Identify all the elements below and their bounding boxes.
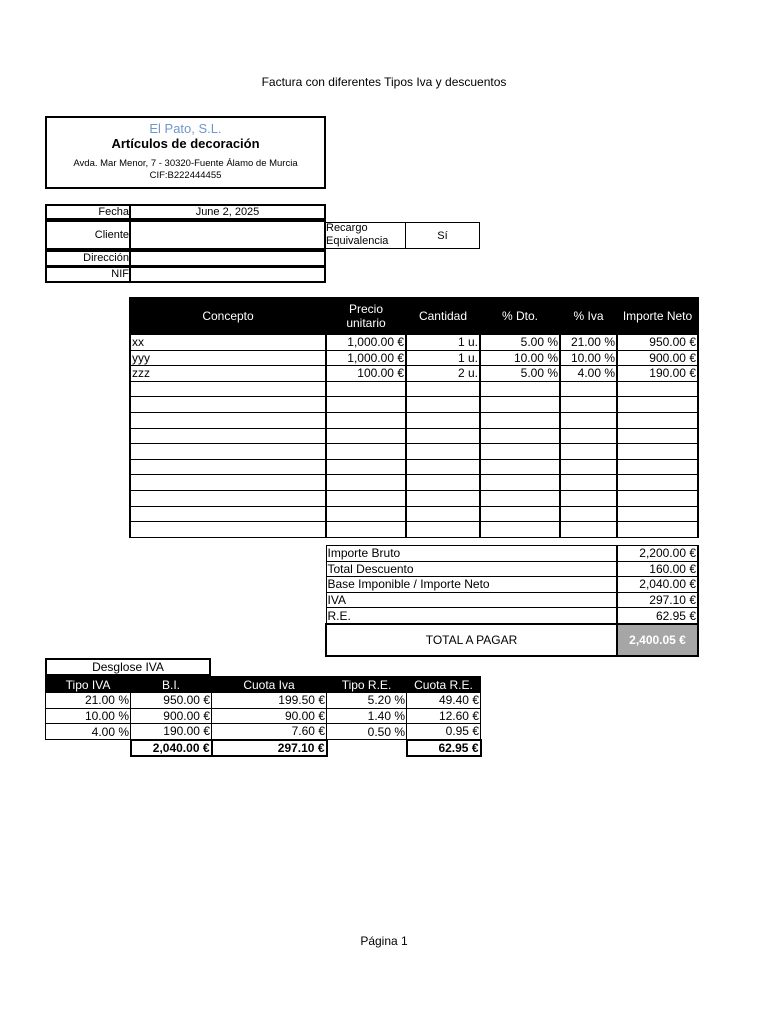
direccion-divider bbox=[129, 250, 131, 267]
item-iva[interactable]: 21.00 % bbox=[560, 334, 617, 350]
vat-cuota-iva: 90.00 € bbox=[212, 708, 327, 724]
header-cantidad: Cantidad bbox=[406, 298, 480, 334]
empty-cell[interactable] bbox=[406, 428, 480, 444]
vat-bi: 190.00 € bbox=[131, 724, 212, 740]
empty-cell bbox=[617, 522, 698, 538]
empty-cell[interactable] bbox=[326, 381, 406, 397]
empty-row bbox=[130, 506, 698, 522]
totals-row-base bbox=[326, 577, 698, 593]
empty-row bbox=[130, 428, 698, 444]
empty-cell[interactable] bbox=[406, 475, 480, 491]
empty-cell[interactable] bbox=[560, 475, 617, 491]
company-name: El Pato, S.L. bbox=[149, 121, 222, 136]
totals-row-bruto bbox=[326, 546, 698, 562]
empty-cell[interactable] bbox=[560, 381, 617, 397]
empty-cell[interactable] bbox=[406, 397, 480, 413]
empty-cell[interactable] bbox=[480, 444, 560, 460]
item-dto[interactable]: 10.00 % bbox=[480, 350, 560, 366]
page-number: Página 1 bbox=[360, 934, 408, 948]
empty-row bbox=[130, 475, 698, 491]
empty-row bbox=[130, 459, 698, 475]
empty-cell bbox=[617, 506, 698, 522]
iva-value: 297.10 € bbox=[617, 592, 698, 608]
vat-total-cuota-re: 62.95 € bbox=[407, 740, 481, 757]
empty-cell[interactable] bbox=[130, 397, 326, 413]
header-precio-line2: unitario bbox=[346, 316, 386, 330]
empty-cell[interactable] bbox=[560, 428, 617, 444]
empty-cell[interactable] bbox=[406, 459, 480, 475]
empty-cell bbox=[617, 397, 698, 413]
vat-cuota-iva: 199.50 € bbox=[212, 693, 327, 709]
header-precio bbox=[326, 298, 406, 334]
iva-label: IVA bbox=[326, 592, 617, 608]
empty-cell[interactable] bbox=[130, 444, 326, 460]
item-iva[interactable]: 4.00 % bbox=[560, 366, 617, 382]
cliente-label: Cliente bbox=[94, 229, 129, 241]
vat-cuota-re: 0.95 € bbox=[407, 724, 481, 740]
item-cantidad[interactable]: 1 u. bbox=[406, 350, 480, 366]
empty-cell[interactable] bbox=[480, 490, 560, 506]
empty-cell[interactable] bbox=[326, 428, 406, 444]
vat-cuota-re: 12.60 € bbox=[407, 708, 481, 724]
empty-row bbox=[130, 412, 698, 428]
item-precio[interactable]: 1,000.00 € bbox=[326, 350, 406, 366]
empty-cell bbox=[617, 459, 698, 475]
total-label: TOTAL A PAGAR bbox=[326, 624, 617, 656]
vat-bi: 900.00 € bbox=[131, 708, 212, 724]
empty-cell[interactable] bbox=[406, 522, 480, 538]
item-iva[interactable]: 10.00 % bbox=[560, 350, 617, 366]
vat-bi: 950.00 € bbox=[131, 693, 212, 709]
empty-cell[interactable] bbox=[480, 381, 560, 397]
total-value: 2,400.05 € bbox=[617, 624, 698, 656]
empty-cell[interactable] bbox=[560, 506, 617, 522]
empty-cell[interactable] bbox=[130, 475, 326, 491]
descuento-value: 160.00 € bbox=[617, 561, 698, 577]
vat-tipo-re: 1.40 % bbox=[327, 708, 407, 724]
nif-divider bbox=[129, 266, 131, 283]
vat-totals-row bbox=[46, 740, 481, 757]
descuento-label: Total Descuento bbox=[326, 561, 617, 577]
empty-row bbox=[130, 381, 698, 397]
vat-cuota-re: 49.40 € bbox=[407, 693, 481, 709]
items-table bbox=[129, 297, 699, 538]
empty-cell bbox=[617, 428, 698, 444]
table-row bbox=[130, 366, 698, 382]
empty-cell bbox=[617, 381, 698, 397]
empty-row bbox=[130, 522, 698, 538]
empty-cell[interactable] bbox=[480, 397, 560, 413]
empty-cell[interactable] bbox=[326, 475, 406, 491]
fecha-label: Fecha bbox=[98, 206, 129, 218]
totals-row-descuento bbox=[326, 561, 698, 577]
re-value: 62.95 € bbox=[617, 608, 698, 624]
empty-cell[interactable] bbox=[326, 522, 406, 538]
vat-tipo-iva: 10.00 % bbox=[46, 708, 131, 724]
empty-row bbox=[130, 490, 698, 506]
nif-label: NIF bbox=[111, 268, 129, 280]
header-cuota-iva: Cuota Iva bbox=[212, 677, 327, 693]
empty-cell[interactable] bbox=[130, 490, 326, 506]
company-address: Avda. Mar Menor, 7 - 30320-Fuente Álamo de Murcia bbox=[73, 158, 298, 169]
vat-breakdown-title: Desglose IVA bbox=[45, 658, 211, 676]
table-row bbox=[130, 350, 698, 366]
totals-row-iva bbox=[326, 592, 698, 608]
empty-cell[interactable] bbox=[480, 522, 560, 538]
vat-tipo-iva: 4.00 % bbox=[46, 724, 131, 740]
company-box bbox=[45, 116, 326, 189]
base-label: Base Imponible / Importe Neto bbox=[326, 577, 617, 593]
vat-total-empty bbox=[327, 740, 407, 757]
empty-cell[interactable] bbox=[326, 444, 406, 460]
re-label: R.E. bbox=[326, 608, 617, 624]
empty-cell[interactable] bbox=[480, 475, 560, 491]
header-tipo-iva: Tipo IVA bbox=[46, 677, 131, 693]
empty-cell[interactable] bbox=[130, 412, 326, 428]
item-dto[interactable]: 5.00 % bbox=[480, 366, 560, 382]
empty-cell[interactable] bbox=[406, 412, 480, 428]
item-precio[interactable]: 1,000.00 € bbox=[326, 334, 406, 350]
item-cantidad[interactable]: 1 u. bbox=[406, 334, 480, 350]
empty-row bbox=[130, 397, 698, 413]
empty-cell[interactable] bbox=[560, 490, 617, 506]
header-iva: % Iva bbox=[560, 298, 617, 334]
item-precio[interactable]: 100.00 € bbox=[326, 366, 406, 382]
vat-breakdown-table bbox=[45, 676, 482, 757]
company-subtitle: Artículos de decoración bbox=[111, 136, 260, 151]
empty-cell[interactable] bbox=[130, 459, 326, 475]
item-dto[interactable]: 5.00 % bbox=[480, 334, 560, 350]
vat-total-bi: 2,040.00 € bbox=[131, 740, 212, 757]
bruto-label: Importe Bruto bbox=[326, 546, 617, 562]
totals-row-grand bbox=[326, 624, 698, 656]
empty-cell[interactable] bbox=[326, 412, 406, 428]
document-title: Factura con diferentes Tipos Iva y descuentos bbox=[261, 75, 507, 89]
empty-cell[interactable] bbox=[326, 506, 406, 522]
header-precio-line1: Precio bbox=[348, 302, 383, 316]
header-bi: B.I. bbox=[131, 677, 212, 693]
vat-tipo-re: 5.20 % bbox=[327, 693, 407, 709]
empty-cell[interactable] bbox=[560, 522, 617, 538]
header-cuota-re: Cuota R.E. bbox=[407, 677, 481, 693]
empty-cell[interactable] bbox=[560, 444, 617, 460]
empty-cell[interactable] bbox=[406, 506, 480, 522]
totals-row-re bbox=[326, 608, 698, 624]
recargo-value[interactable]: Sí bbox=[437, 230, 448, 242]
item-cantidad[interactable]: 2 u. bbox=[406, 366, 480, 382]
vat-tipo-iva: 21.00 % bbox=[46, 693, 131, 709]
item-importe: 190.00 € bbox=[617, 366, 698, 382]
header-tipo-re: Tipo R.E. bbox=[327, 677, 407, 693]
empty-cell[interactable] bbox=[560, 412, 617, 428]
item-concepto[interactable]: zzz bbox=[130, 366, 326, 382]
table-row bbox=[46, 708, 481, 724]
item-importe: 900.00 € bbox=[617, 350, 698, 366]
vat-tipo-re: 0.50 % bbox=[327, 724, 407, 740]
totals-table bbox=[325, 545, 699, 657]
bruto-value: 2,200.00 € bbox=[617, 546, 698, 562]
vat-cuota-iva: 7.60 € bbox=[212, 724, 327, 740]
empty-cell[interactable] bbox=[406, 444, 480, 460]
empty-cell[interactable] bbox=[326, 490, 406, 506]
empty-cell[interactable] bbox=[480, 412, 560, 428]
table-row bbox=[130, 334, 698, 350]
empty-cell[interactable] bbox=[480, 506, 560, 522]
empty-cell[interactable] bbox=[130, 522, 326, 538]
empty-cell[interactable] bbox=[406, 381, 480, 397]
empty-cell bbox=[617, 475, 698, 491]
empty-cell[interactable] bbox=[560, 459, 617, 475]
direccion-label: Dirección bbox=[83, 252, 129, 264]
recargo-label-line1: Recargo bbox=[326, 222, 368, 234]
header-importe: Importe Neto bbox=[617, 298, 698, 334]
empty-cell[interactable] bbox=[326, 459, 406, 475]
empty-cell[interactable] bbox=[130, 428, 326, 444]
table-row bbox=[46, 693, 481, 709]
empty-cell[interactable] bbox=[406, 490, 480, 506]
empty-cell[interactable] bbox=[130, 381, 326, 397]
item-concepto[interactable]: xx bbox=[130, 334, 326, 350]
items-header-row bbox=[130, 298, 698, 334]
vat-total-cuota-iva: 297.10 € bbox=[212, 740, 327, 757]
fecha-value[interactable]: June 2, 2025 bbox=[195, 206, 260, 218]
recargo-label bbox=[326, 222, 404, 248]
empty-cell bbox=[617, 490, 698, 506]
empty-cell[interactable] bbox=[480, 459, 560, 475]
empty-cell[interactable] bbox=[480, 428, 560, 444]
empty-cell[interactable] bbox=[326, 397, 406, 413]
item-importe: 950.00 € bbox=[617, 334, 698, 350]
empty-cell bbox=[617, 412, 698, 428]
empty-cell[interactable] bbox=[130, 506, 326, 522]
base-value: 2,040.00 € bbox=[617, 577, 698, 593]
empty-cell[interactable] bbox=[560, 397, 617, 413]
header-dto: % Dto. bbox=[480, 298, 560, 334]
table-row bbox=[46, 724, 481, 740]
empty-row bbox=[130, 444, 698, 460]
company-cif: CIF:B222444455 bbox=[149, 170, 222, 181]
item-concepto[interactable]: yyy bbox=[130, 350, 326, 366]
recargo-label-line2: Equivalencia bbox=[326, 235, 389, 247]
vat-header-row bbox=[46, 677, 481, 693]
header-concepto: Concepto bbox=[130, 298, 326, 334]
cliente-divider bbox=[129, 220, 131, 250]
empty-cell bbox=[617, 444, 698, 460]
vat-total-empty bbox=[46, 740, 131, 757]
